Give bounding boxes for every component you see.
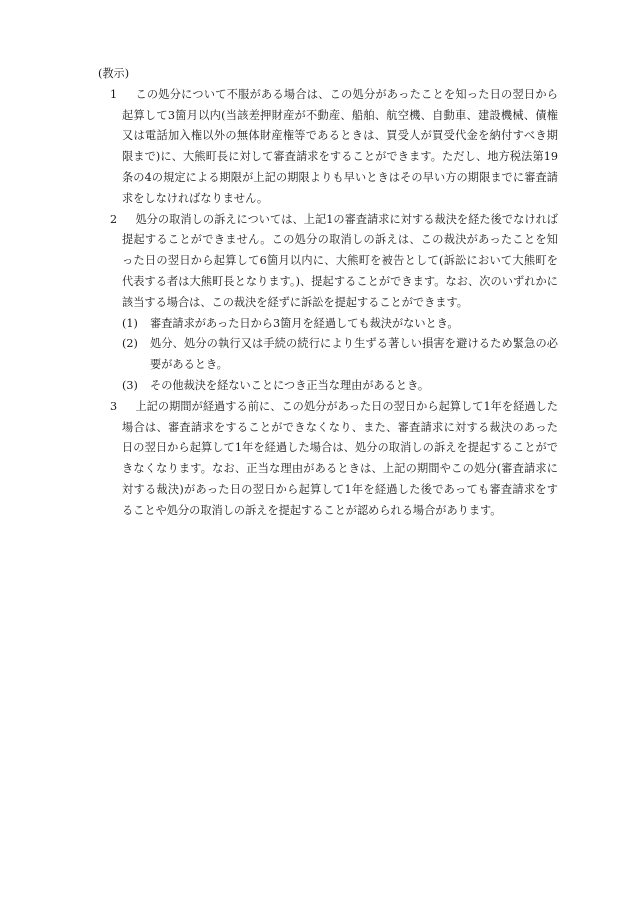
- subitem-text: 処分、処分の執行又は手続の続行により生ずる著しい損害を避けるため緊急の必要があるとき。: [150, 337, 558, 372]
- item-number: 1: [110, 87, 118, 101]
- item-text: この処分について不服がある場合は、この処分があったことを知った日の翌日から起算して3箇月以内(当該差押財産が不動産、船舶、航空機、自動車、建設機械、債権又は電話加入権以外の無体財産権等であるときは、買受人が買受代金を納付すべき期限まで)に、大熊町長に対して審査請求をすることができます。ただし、地方税法第19条の4の規定による期限が上記の期限よりも早いときはその早い方の期限までに審査請求をしなければなりません。: [122, 87, 558, 205]
- subitem-number: (2): [122, 337, 138, 351]
- notice-subitem-3: [98, 376, 558, 397]
- notice-item-2: [98, 210, 558, 314]
- item-number: 2: [110, 212, 118, 226]
- notice-item-1: [98, 85, 558, 210]
- subitem-number: (3): [122, 378, 138, 392]
- item-text: 処分の取消しの訴えについては、上記1の審査請求に対する裁決を経た後でなければ提起することができません。この処分の取消しの訴えは、この裁決があったことを知った日の翌日から起算して6箇月以内に、大熊町を被告として(訴訟において大熊町を代表する者は大熊町長となります。)、提起することができます。なお、次のいずれかに該当する場合は、この裁決を経ずに訴訟を提起することができます。: [122, 212, 558, 309]
- notice-subitem-1: [98, 314, 558, 335]
- item-text: 上記の期間が経過する前に、この処分があった日の翌日から起算して1年を経過した場合は、審査請求をすることができなくなり、また、審査請求に対する裁決のあった日の翌日から起算して1年を経過した場合は、処分の取消しの訴えを提起することができなくなります。なお、正当な理由があるときは、上記の期間やこの処分(審査請求に対する裁決)があった日の翌日から起算して1年を経過した後であっても審査請求をすることや処分の取消しの訴えを提起することが認められる場合があります。: [122, 399, 558, 517]
- item-number: 3: [110, 399, 118, 413]
- subitem-text: その他裁決を経ないことにつき正当な理由があるとき。: [150, 378, 430, 392]
- notice-subitem-2: [98, 334, 558, 376]
- subitem-text: 審査請求があった日から3箇月を経過しても裁決がないとき。: [150, 316, 459, 330]
- notice-heading: (教示): [98, 67, 130, 80]
- instruction-notice: [98, 64, 558, 522]
- notice-item-3: [98, 397, 558, 522]
- subitem-number: (1): [122, 316, 138, 330]
